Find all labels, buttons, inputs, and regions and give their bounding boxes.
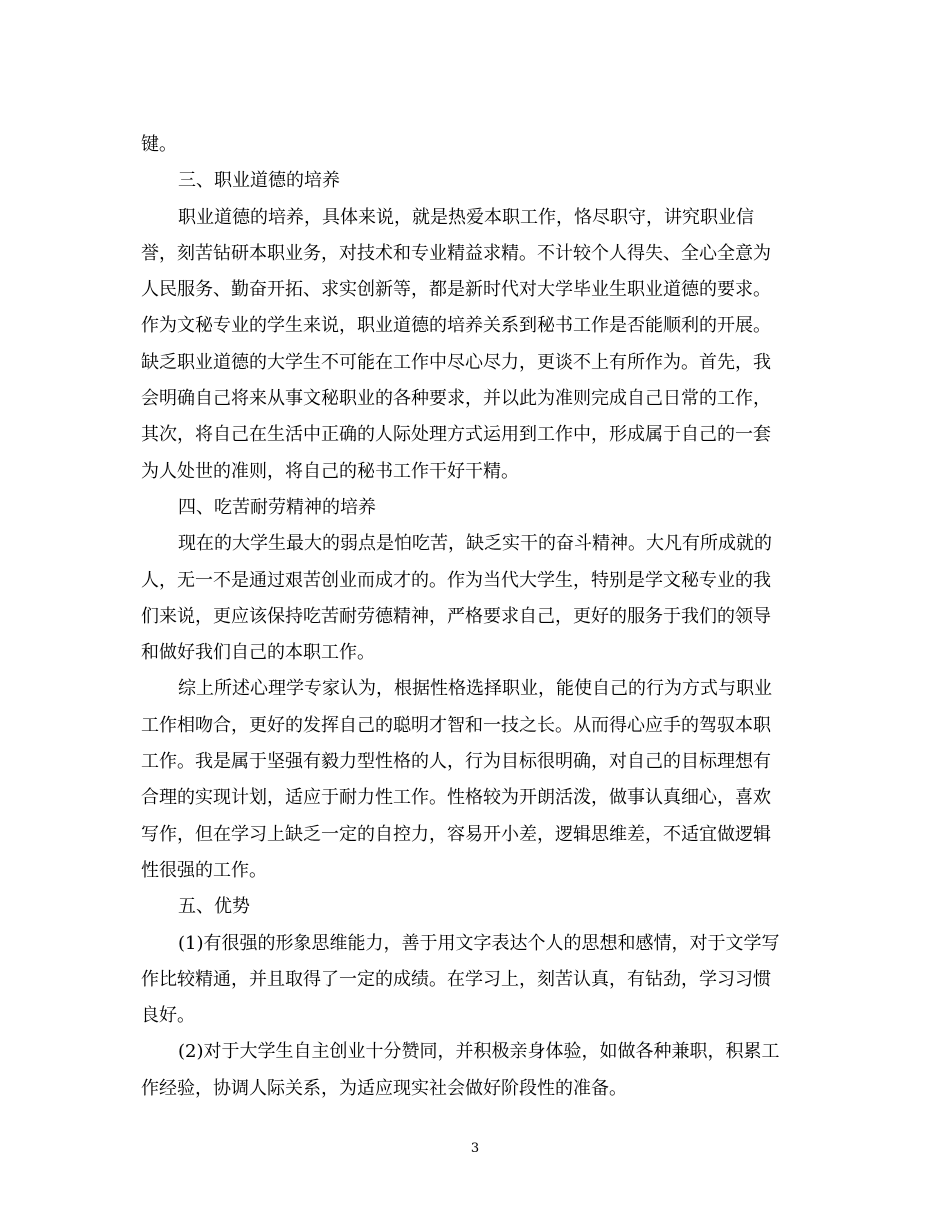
text-line: 写作，但在学习上缺乏一定的自控力，容易开小差，逻辑思维差，不适宜做逻辑 [141,823,771,845]
text-line: 作比较精通，并且取得了一定的成绩。在学习上，刻苦认真，有钻劲，学习习惯 [141,968,771,990]
text-line: 们来说，更应该保持吃苦耐劳德精神，严格要求自己，更好的服务于我们的领导 [141,605,771,627]
text-line: 键。 [141,134,177,155]
text-line: 五、优势 [178,896,250,918]
text-line: 三、职业道德的培养 [178,170,340,192]
text-line: 四、吃苦耐劳精神的培养 [178,496,376,518]
text-line: 职业道德的培养，具体来说，就是热爱本职工作，恪尽职守，讲究职业信 [178,206,754,228]
text-line: 誉，刻苦钻研本职业务，对技术和专业精益求精。不计较个人得失、全心全意为 [141,242,771,264]
text-line: 合理的实现计划，适应于耐力性工作。性格较为开朗活泼，做事认真细心，喜欢 [141,787,771,809]
text-line: 性很强的工作。 [141,859,267,881]
text-line: (1)有很强的形象思维能力，善于用文字表达个人的思想和感情，对于文学写 [178,932,780,954]
document-body [141,127,813,1107]
text-line: 缺乏职业道德的大学生不可能在工作中尽心尽力，更谈不上有所作为。首先，我 [141,351,771,373]
text-line: 会明确自己将来从事文秘职业的各种要求，并以此为准则完成自己日常的工作， [141,388,771,410]
text-line: 人民服务、勤奋开拓、求实创新等，都是新时代对大学毕业生职业道德的要求。 [141,279,771,301]
text-line: 良好。 [141,1005,195,1027]
text-line: 现在的大学生最大的弱点是怕吃苦，缺乏实干的奋斗精神。大凡有所成就的 [178,533,772,555]
text-line: 作经验，协调人际关系，为适应现实社会做好阶段性的准备。 [141,1077,627,1099]
text-line: (2)对于大学生自主创业十分赞同，并积极亲身体验，如做各种兼职，积累工 [178,1041,780,1063]
text-line: 工作。我是属于坚强有毅力型性格的人，行为目标很明确，对自己的目标理想有 [141,751,771,773]
text-line: 人，无一不是通过艰苦创业而成才的。作为当代大学生，特别是学文秘专业的我 [141,569,771,591]
text-line: 综上所述心理学专家认为，根据性格选择职业，能使自己的行为方式与职业 [178,678,772,700]
text-line: 为人处世的准则，将自己的秘书工作干好干精。 [141,460,519,482]
text-line: 其次，将自己在生活中正确的人际处理方式运用到工作中，形成属于自己的一套 [141,424,771,446]
text-line: 和做好我们自己的本职工作。 [141,642,375,664]
text-line: 工作相吻合，更好的发挥自己的聪明才智和一技之长。从而得心应手的驾驭本职 [141,714,771,736]
text-line: 作为文秘专业的学生来说，职业道德的培养关系到秘书工作是否能顺利的开展。 [141,315,771,337]
page-number: 3 [470,1141,480,1156]
